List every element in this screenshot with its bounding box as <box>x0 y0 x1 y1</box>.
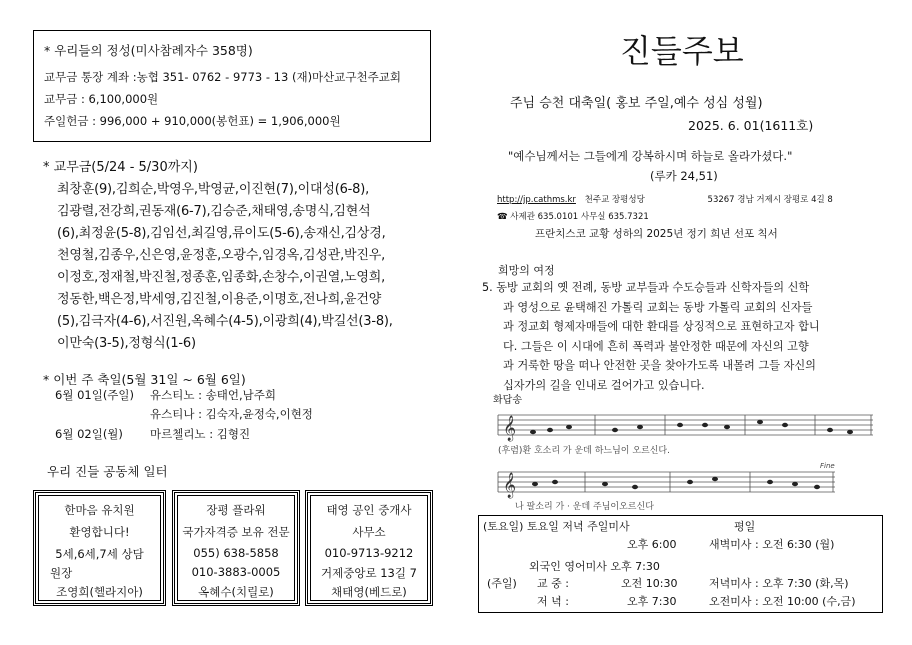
biz-line: 거제중앙로 13길 7 <box>321 566 417 580</box>
mass-school-label: 교 중 : <box>537 577 569 590</box>
business-card-kindergarten <box>33 490 166 606</box>
mass-morning-weekday: 오전미사 : 오전 10:00 (수,금) <box>709 595 856 608</box>
offering-tithe: 교무금 : 6,100,000원 <box>44 92 159 106</box>
article-heading: 희망의 여정 <box>498 264 555 277</box>
scripture-ref: (루카 24,51) <box>650 169 718 183</box>
mass-foreign: 외국인 영어미사 오후 7:30 <box>529 560 660 573</box>
mass-weekday-label: 평일 <box>734 520 756 533</box>
parish-url[interactable]: http://jp.cathms.kr <box>497 195 576 205</box>
donation-line: 이정호,정재철,박진철,정종훈,임종화,손창수,이권열,노영희, <box>57 270 386 285</box>
parish-address: 53267 경남 거제시 장평로 4길 8 <box>707 195 833 205</box>
feast-date: 6월 02일(월) <box>55 427 123 441</box>
biz-line: 국가자격증 보유 전문 <box>182 525 290 539</box>
article-body <box>482 278 820 396</box>
parish-info-row <box>497 193 833 205</box>
donations-title: * 교무금(5/24 - 5/30까지) <box>43 160 198 175</box>
staff-lower <box>498 472 835 498</box>
svg-text:𝄞: 𝄞 <box>503 473 517 498</box>
article-line: 5. 동방 교회의 옛 전례, 동방 교부들과 수도승들과 신학자들의 신학 <box>482 281 810 294</box>
mass-sunday-tag: (주일) <box>487 577 517 590</box>
svg-text:𝄞: 𝄞 <box>503 416 517 441</box>
lyrics-upper: (후렴)환 호소리 가 운데 하느님이 오르신다. <box>498 446 670 456</box>
fine-marking: Fine <box>820 462 835 470</box>
article-line: 과 정교회 형제자매들에 대한 환대를 상징적으로 표현하고자 합니 <box>503 320 820 334</box>
article-line: 과 거룩한 땅을 떠나 안전한 곳을 찾아가도록 내몰려 그들 자신의 <box>503 359 816 373</box>
proclamation-note: 프란치스코 교황 성하의 2025년 정기 희년 선포 칙서 <box>535 228 778 240</box>
biz-line: 사무소 <box>352 525 386 539</box>
biz-line: 조영희(헬라지아) <box>56 585 143 599</box>
biz-line: 태영 공인 중개사 <box>326 503 412 517</box>
biz-line: 채태영(베드로) <box>331 585 407 599</box>
issue-date: 2025. 6. 01(1611호) <box>688 118 814 133</box>
biz-line: 장평 플라워 <box>206 503 266 517</box>
biz-line: 원장 <box>50 566 73 580</box>
biz-line: 환영합니다! <box>69 525 130 539</box>
parish-name: 천주교 장평성당 <box>584 195 645 205</box>
offering-account: 교무금 통장 계좌 :농협 351- 0762 - 9773 - 13 (재)마산교구천주교회 <box>44 70 401 84</box>
bulletin-title: 진들주보 <box>620 32 744 70</box>
mass-evening-weekday: 저녁미사 : 오후 7:30 (화,목) <box>709 577 849 590</box>
scripture-quote: "예수님께서는 그들에게 강복하시며 하늘로 올라가셨다." <box>508 149 793 163</box>
article-line: 과 영성으로 윤택해진 가톨릭 교회는 동방 가톨릭 교회의 신자들 <box>503 300 813 314</box>
feast-names: 유스티노 : 송태언,남주희 <box>150 388 276 402</box>
donation-line: 이만숙(3-5),정형식(1-6) <box>57 336 196 351</box>
donation-line: 천영철,김종우,신은영,윤정훈,오광수,임경옥,김성관,박진우, <box>57 248 386 263</box>
offering-sunday: 주일헌금 : 996,000 + 910,000(봉헌표) = 1,906,000원 <box>44 114 341 128</box>
feasts-title: * 이번 주 축일(5월 31일 ~ 6월 6일) <box>43 372 246 387</box>
feast-date: 6월 01일(주일) <box>55 388 135 402</box>
mass-dawn: 새벽미사 : 오전 6:30 (월) <box>709 538 835 551</box>
feast-names: 마르첼리노 : 김형진 <box>150 427 251 441</box>
biz-line: 055) 638-5858 <box>193 546 279 560</box>
psalm-label: 화답송 <box>493 395 522 406</box>
parish-phone: ☎ 사제관 635.0101 사무실 635.7321 <box>497 212 649 222</box>
business-card-realty <box>305 490 433 606</box>
offering-title: * 우리들의 정성(미사참례자수 358명) <box>44 43 253 58</box>
biz-line: 한마음 유치원 <box>64 503 135 517</box>
donation-line: 정동한,백은정,박세영,김진철,이용준,이명호,전나희,윤건양 <box>57 292 382 307</box>
business-card-flower <box>172 490 300 606</box>
mass-times-box <box>478 515 883 613</box>
lyrics-lower: 나 팔소리 가 · 운데 주님이오르신다 <box>515 502 654 512</box>
mass-sat-time: 오후 6:00 <box>627 538 677 551</box>
mass-evening-time: 오후 7:30 <box>627 595 677 608</box>
staff-upper <box>498 415 873 441</box>
biz-line: 010-3883-0005 <box>191 565 281 579</box>
biz-line: 옥혜수(치릴로) <box>198 585 274 599</box>
biz-line: 5세,6세,7세 상담 <box>55 547 144 561</box>
article-line: 십자가의 길을 인내로 걸어가고 있습니다. <box>503 378 705 392</box>
donation-line: 최창훈(9),김희순,박영우,박영균,이진현(7),이대성(6-8), <box>57 182 370 197</box>
feast-names: 유스티나 : 김숙자,윤정숙,이현정 <box>150 407 313 421</box>
mass-school-time: 오전 10:30 <box>621 577 678 590</box>
biz-line: 010-9713-9212 <box>324 546 414 560</box>
mass-evening-label: 저 녁 : <box>537 595 569 608</box>
donation-line: (5),김극자(4-6),서진원,옥혜수(4-5),이광희(4),박길선(3-8), <box>57 314 393 329</box>
liturgy-subtitle: 주님 승천 대축일( 홍보 주일,예수 성심 성월) <box>510 96 763 111</box>
donation-line: (6),최정윤(5-8),김임선,최길영,류이도(5-6),송재신,김상경, <box>57 226 386 241</box>
offering-box <box>33 30 431 142</box>
mass-saturday-label: (토요일) 토요일 저녁 주일미사 <box>483 520 630 533</box>
article-line: 다. 그들은 이 시대에 흔히 폭력과 불안정한 때문에 자신의 고향 <box>503 339 809 353</box>
donation-line: 김광렬,전강희,권동재(6-7),김승준,채태영,송명식,김현석 <box>57 204 371 219</box>
psalm-score <box>495 405 875 515</box>
community-title: 우리 진들 공동체 일터 <box>47 464 168 479</box>
